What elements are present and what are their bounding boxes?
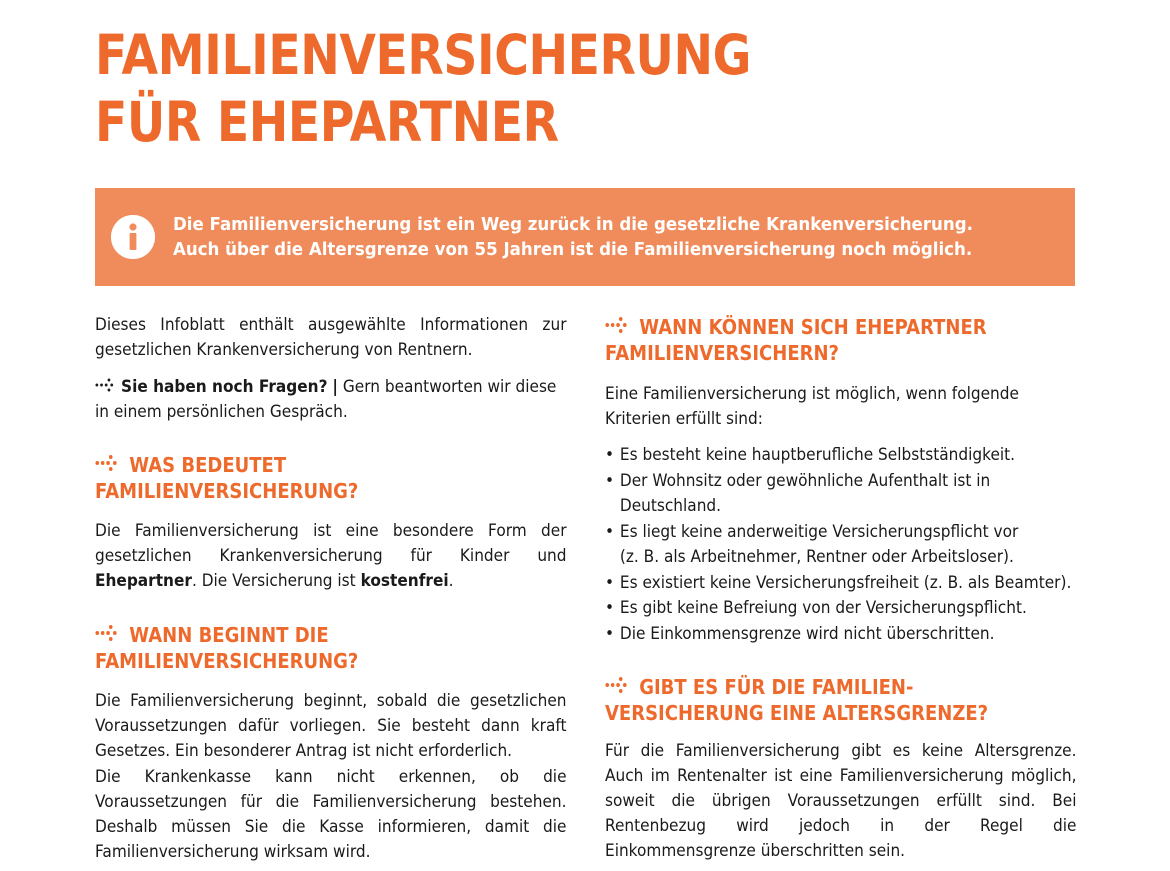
- section1-bold2: kostenfrei: [360, 571, 449, 590]
- list-item: • Die Einkommensgrenze wird nicht überschritten.: [605, 621, 1077, 647]
- section-heading-altersgrenze: [605, 674, 988, 726]
- section2-paragraph-1: Die Familienversicherung beginnt, sobald die gesetzlichen Voraussetzungen dafür vorliegen. Sie besteht dann kraft Gesetzes. Ein besonderer Antrag ist nicht erforderlich.: [95, 691, 567, 760]
- intro-paragraph: Dieses Infoblatt enthält ausgewählte Informationen zur gesetzlichen Krankenversicherung von Rentnern.: [95, 315, 567, 359]
- dotted-arrow-icon: [95, 374, 115, 399]
- section-heading-wann-koennen: [605, 314, 987, 366]
- section-heading-wann-beginnt: [95, 622, 358, 674]
- list-item: • Es existiert keine Versicherungsfreiheit (z. B. als Beamter).: [605, 570, 1077, 596]
- questions-label: Sie haben noch Fragen?: [121, 377, 328, 396]
- section1-paragraph: [95, 518, 567, 593]
- criteria-list: [605, 442, 1077, 646]
- section-heading-was-bedeutet: [95, 452, 358, 504]
- section1-text-part1: Die Familienversicherung ist eine besondere Form der gesetzlichen Krankenversicherung für Kinder und: [95, 521, 567, 565]
- title-line-2: FÜR EHEPARTNER: [95, 90, 559, 154]
- dotted-arrow-icon: [95, 452, 118, 478]
- info-box: [95, 188, 1075, 286]
- list-item: • Es liegt keine anderweitige Versicherungspflicht vor (z. B. als Arbeitnehmer, Rentner oder Arbeitsloser).: [605, 519, 1077, 570]
- questions-text: Gern beantworten wir diese in einem persönlichen Gespräch.: [95, 377, 557, 421]
- section1-text-part3: .: [448, 571, 454, 590]
- dotted-arrow-icon: [605, 314, 628, 340]
- info-icon: [111, 215, 155, 259]
- section4-paragraph: Für die Familienversicherung gibt es keine Altersgrenze. Auch im Rentenalter ist eine Familienversicherung möglich, soweit die übrigen Voraussetzungen erfüllt sind. Bei Rentenbezug wird jedoch in der Regel die Einkommensgrenze überschritten sein.: [605, 741, 1077, 860]
- heading-line: GIBT ES FÜR DIE FAMILIEN-: [639, 675, 914, 699]
- page-title: [95, 22, 751, 156]
- heading-line: FAMILIENVERSICHERN?: [605, 341, 839, 365]
- heading-line: VERSICHERUNG EINE ALTERSGRENZE?: [605, 701, 989, 725]
- questions-separator: |: [332, 377, 339, 396]
- list-item: • Der Wohnsitz oder gewöhnliche Aufenthalt ist in Deutschland.: [605, 468, 1077, 519]
- heading-line: WANN BEGINNT DIE: [129, 623, 329, 647]
- heading-line: WAS BEDEUTET: [129, 453, 287, 477]
- heading-line: FAMILIENVERSICHERUNG?: [95, 479, 359, 503]
- dotted-arrow-icon: [95, 622, 118, 648]
- questions-paragraph: [95, 374, 567, 424]
- info-line-2: Auch über die Altersgrenze von 55 Jahren ist die Familienversicherung noch möglich.: [173, 240, 973, 260]
- title-line-1: FAMILIENVERSICHERUNG: [95, 23, 752, 87]
- section1-bold1: Ehepartner: [95, 571, 192, 590]
- section1-text-part2: . Die Versicherung ist: [191, 571, 356, 590]
- heading-line: FAMILIENVERSICHERUNG?: [95, 649, 359, 673]
- list-item: • Es gibt keine Befreiung von der Versicherungspflicht.: [605, 595, 1077, 621]
- list-item: • Es besteht keine hauptberufliche Selbstständigkeit.: [605, 442, 1077, 468]
- info-text: [173, 213, 973, 263]
- info-line-1: Die Familienversicherung ist ein Weg zurück in die gesetzliche Krankenversicherung.: [173, 215, 973, 235]
- heading-line: WANN KÖNNEN SICH EHEPARTNER: [639, 315, 987, 339]
- dotted-arrow-icon: [605, 674, 628, 700]
- section2-paragraph-2: Die Krankenkasse kann nicht erkennen, ob die Voraussetzungen für die Familienversicherung bestehen. Deshalb müssen Sie die Kasse informieren, damit die Familienversicherung wirksam wird.: [95, 767, 567, 861]
- section3-intro: Eine Familienversicherung ist möglich, wenn folgende Kriterien erfüllt sind:: [605, 384, 1019, 428]
